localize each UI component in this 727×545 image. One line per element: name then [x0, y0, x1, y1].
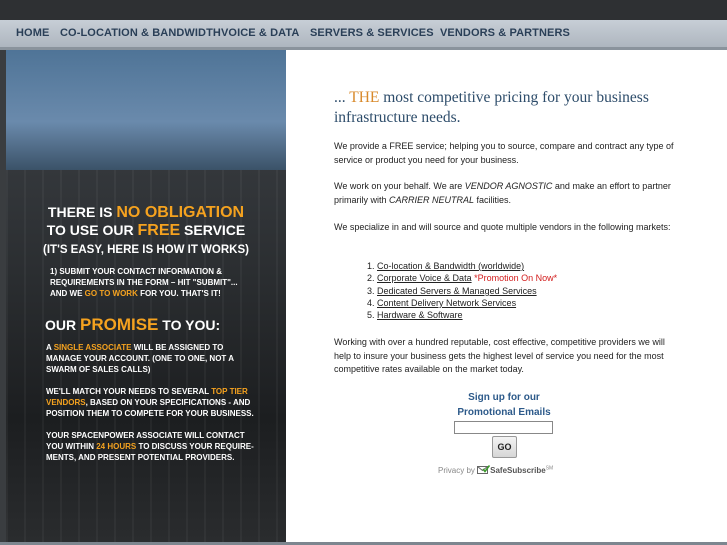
- promo-banner: [6, 50, 286, 542]
- promise-24-hours: YOUR SPACENPOWER ASSOCIATE WILL CONTACT YOU WITHIN 24 HOURS TO DISCUSS YOUR REQUIRE- MENTS, AND PRESENT POTENTIAL PROVIDERS.: [46, 431, 254, 462]
- intro-paragraph: We provide a FREE service; helping you to source, compare and contract any type of service or product you need for your business.: [334, 141, 674, 165]
- signup-heading: Sign up for our Promotional Emails: [457, 392, 551, 418]
- main-content: [286, 50, 727, 542]
- step-one: 1) SUBMIT YOUR CONTACT INFORMATION & REQUIREMENTS IN THE FORM – HIT "SUBMIT"... AND WE GO TO WORK FOR YOU. THAT'S IT!: [50, 267, 238, 298]
- list-item: 2. Corporate Voice & Data *Promotion On Now*: [367, 273, 558, 284]
- nav-vendors-partners[interactable]: VENDORS & PARTNERS: [440, 27, 570, 39]
- market-link-dedicated-servers[interactable]: Dedicated Servers & Managed Services: [377, 285, 537, 296]
- main-nav: [0, 20, 727, 50]
- market-link-cdn[interactable]: Content Delivery Network Services: [377, 297, 517, 308]
- page-headline: ... THE most competitive pricing for your business infrastructure needs.: [334, 89, 649, 126]
- market-link-colocation[interactable]: Co-location & Bandwidth (worldwide): [377, 261, 525, 271]
- no-obligation-line: THERE IS NO OBLIGATION: [47, 204, 245, 221]
- market-link-voice-data[interactable]: Corporate Voice & Data: [377, 273, 472, 284]
- go-button[interactable]: GO: [492, 436, 517, 458]
- list-item: 3. Dedicated Servers & Managed Services: [367, 285, 537, 296]
- list-item: 1. Co-location & Bandwidth (worldwide): [367, 261, 525, 271]
- banner-sky-image: [6, 50, 286, 170]
- top-bar: [0, 0, 727, 20]
- how-it-works-line: (IT'S EASY, HERE IS HOW IT WORKS): [43, 244, 249, 256]
- nav-voice-data[interactable]: VOICE & DATA: [221, 27, 300, 39]
- promise-single-associate: A SINGLE ASSOCIATE WILL BE ASSIGNED TO MANAGE YOUR ACCOUNT. (ONE TO ONE, NOT A SWARM OF SALES CALLS): [46, 343, 235, 374]
- providers-paragraph: Working with over a hundred reputable, cost effective, competitive providers we will help to insure your business gets the highest level of service you need for the most competitive rates available on the market today.: [334, 337, 665, 374]
- email-input[interactable]: [454, 421, 553, 434]
- promotion-badge: *Promotion On Now*: [474, 273, 558, 284]
- specialize-paragraph: We specialize in and will source and quote multiple vendors in the following markets:: [334, 222, 671, 232]
- check-envelope-icon: [477, 466, 490, 475]
- markets-list: [367, 260, 557, 321]
- privacy-line: Privacy by SafeSubscribe℠: [438, 465, 554, 475]
- nav-servers-services[interactable]: SERVERS & SERVICES: [310, 27, 434, 39]
- safesubscribe-brand[interactable]: SafeSubscribe: [490, 466, 546, 475]
- promise-top-tier-vendors: WE'LL MATCH YOUR NEEDS TO SEVERAL TOP TIER VENDORS, BASED ON YOUR SPECIFICATIONS - AND POSITION THEM TO COMPETE FOR YOUR BUSINESS.: [46, 387, 254, 418]
- nav-colocation-bandwidth[interactable]: CO-LOCATION & BANDWIDTH: [60, 27, 221, 39]
- list-item: 5. Hardware & Software: [367, 310, 463, 321]
- list-item: 4. Content Delivery Network Services: [367, 297, 517, 308]
- market-link-hardware-software[interactable]: Hardware & Software: [377, 310, 463, 321]
- nav-home[interactable]: HOME: [16, 27, 50, 39]
- promise-heading: OUR PROMISE TO YOU:: [45, 315, 221, 334]
- free-service-line: TO USE OUR FREE SERVICE: [46, 222, 246, 239]
- vendor-agnostic-paragraph: We work on your behalf. We are VENDOR AGNOSTIC and make an effort to partner primarily with CARRIER NEUTRAL facilities.: [334, 181, 671, 205]
